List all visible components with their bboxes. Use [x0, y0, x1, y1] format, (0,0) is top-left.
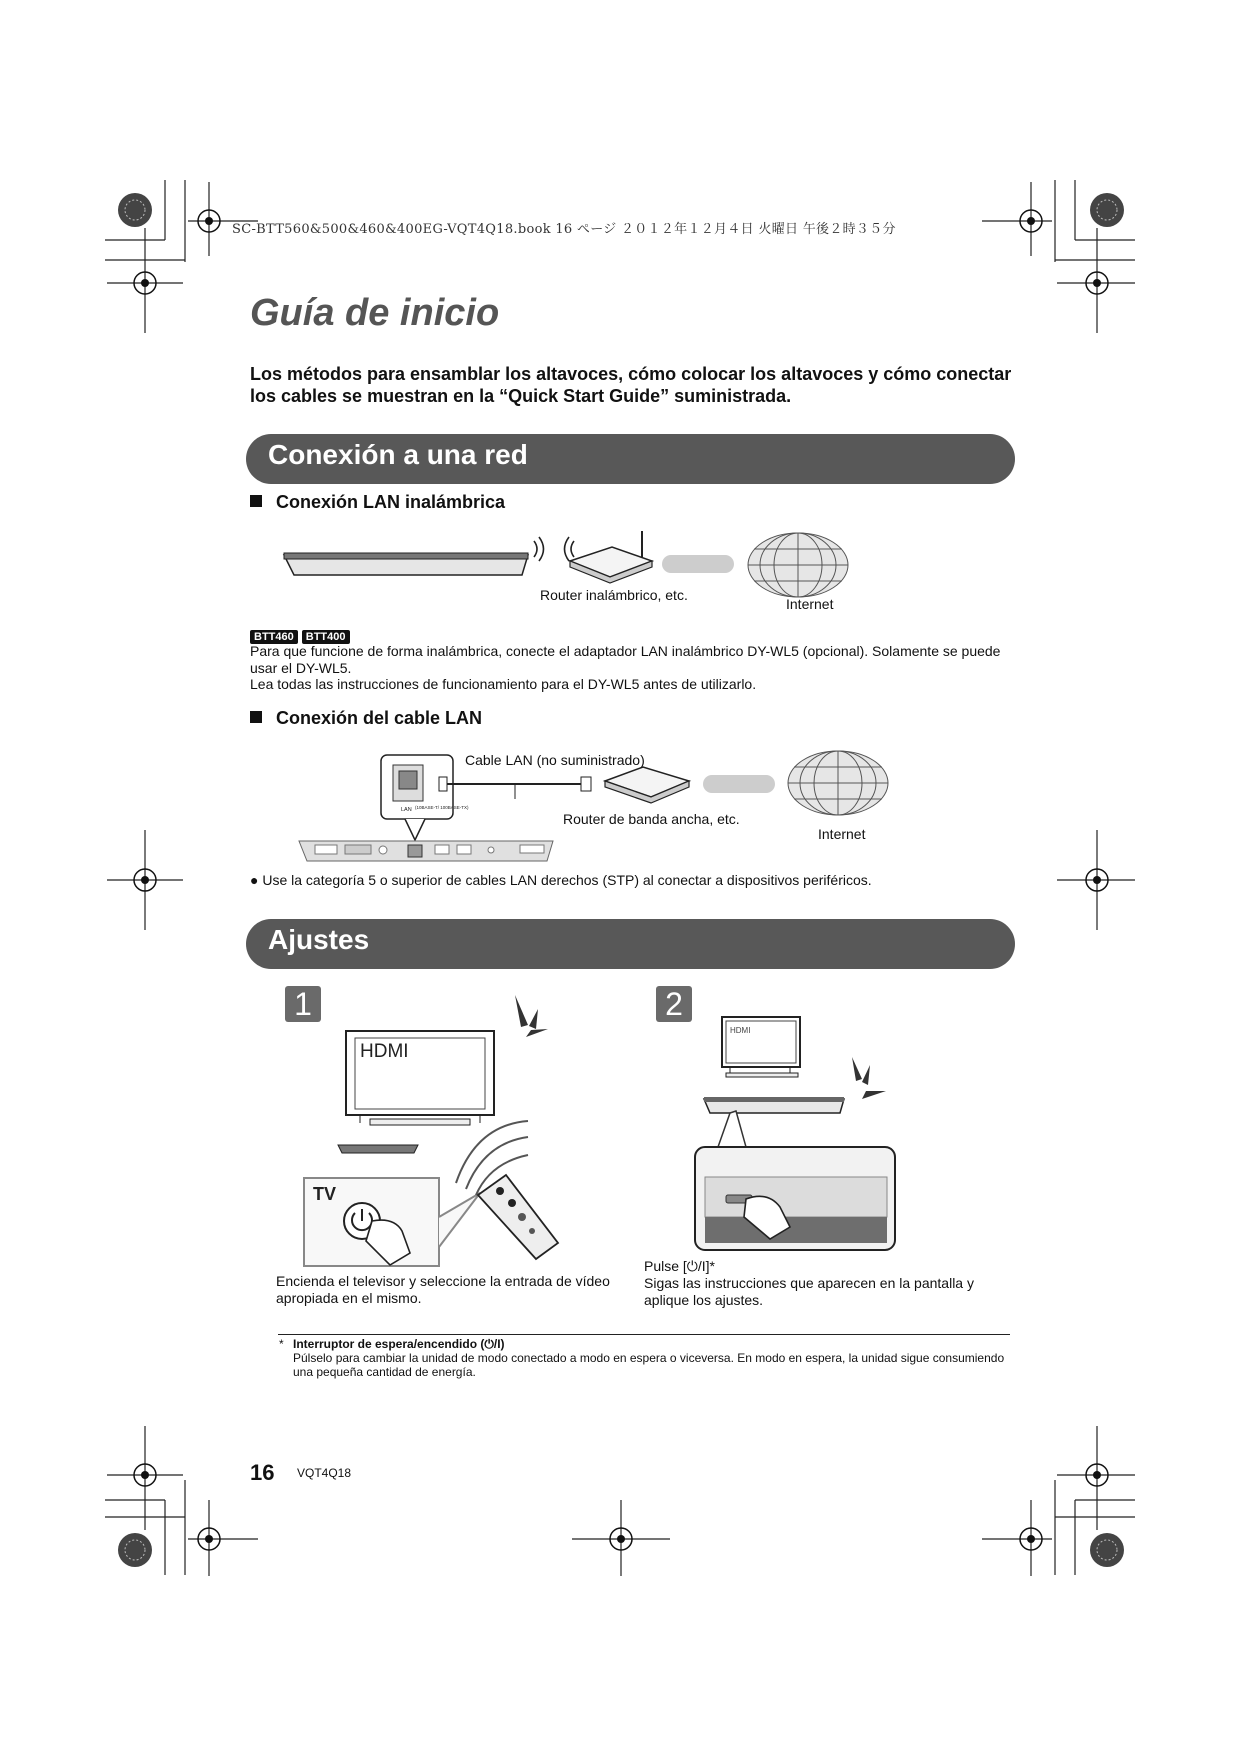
wireless-note-2: Lea todas las instrucciones de funcionamiento para el DY-WL5 antes de utilizarlo. [250, 676, 757, 692]
model-badge: BTT400 [302, 630, 350, 644]
tv-screen-label-small: HDMI [730, 1026, 751, 1035]
wireless-note-1: Para que funcione de forma inalámbrica, conecte el adaptador LAN inalámbrico DY-WL5 (opcional). Solamente se puede usar el DY-WL5. [250, 643, 1001, 676]
model-code: VQT4Q18 [297, 1466, 352, 1480]
step-1-illustration [300, 995, 580, 1270]
square-bullet-icon [250, 495, 262, 507]
router-wireless-caption: Router inalámbrico, etc. [540, 587, 688, 603]
player-rear-panel-illustration [299, 841, 553, 861]
footnote-body: Púlselo para cambiar la unidad de modo conectado a modo en espera o viceversa. En modo en espera, la unidad sigue consumiendo una pequeña cantidad de energía. [293, 1351, 1005, 1379]
step-2-text-1: Pulse [⏻/I]* [644, 1258, 715, 1274]
connection-pill [703, 775, 775, 793]
lan-cable-bullet [250, 872, 872, 888]
subheading-wireless-text: Conexión LAN inalámbrica [276, 492, 506, 512]
page-title: Guía de inicio [250, 292, 500, 334]
section-bar-settings [246, 919, 1015, 969]
internet-globe-icon [788, 751, 888, 815]
lan-port-text: LAN [401, 807, 412, 813]
bullet-dot-icon: ● [250, 872, 259, 888]
tv-screen-label: HDMI [360, 1041, 409, 1062]
lan-port-spec: (10BASE-T/ 100BASE-TX) [415, 805, 469, 810]
internet-cable-caption: Internet [818, 826, 866, 842]
footnote-title: Interruptor de espera/encendido (⏻/I) [293, 1337, 505, 1351]
lan-cable-bullet-text: Use la categoría 5 o superior de cables LAN derechos (STP) al conectar a dispositivos periféricos. [262, 872, 872, 888]
section-title-network: Conexión a una red [268, 439, 528, 470]
intro-text: Los métodos para ensamblar los altavoces, cómo colocar los altavoces y cómo conectar los cables se muestran en la “Quick Start Guide” suministrada. [250, 364, 1012, 406]
cable-caption: Cable LAN (no suministrado) [465, 752, 645, 768]
model-badge: BTT460 [250, 630, 298, 644]
router-cable-caption: Router de banda ancha, etc. [563, 811, 740, 827]
step-2-number: 2 [656, 986, 692, 1022]
signal-burst-icon-2 [852, 1057, 886, 1099]
square-bullet-icon [250, 711, 262, 723]
footnote-rule [278, 1334, 1010, 1335]
section-bar-network [246, 434, 1015, 484]
tv-callout-label: TV [313, 1184, 337, 1204]
remote-control-illustration [478, 1175, 558, 1259]
subheading-cable-text: Conexión del cable LAN [276, 708, 483, 728]
connection-pill [662, 555, 734, 573]
section-title-settings: Ajustes [268, 924, 370, 955]
step-1-text: Encienda el televisor y seleccione la entrada de vídeo apropiada en el mismo. [276, 1273, 610, 1306]
subheading-cable [250, 708, 482, 729]
step-2-text-2: Sigas las instrucciones que aparecen en la pantalla y aplique los ajustes. [644, 1275, 974, 1308]
internet-wireless-caption: Internet [786, 596, 834, 612]
wireless-router-illustration [570, 531, 652, 583]
page-number: 16 [250, 1460, 275, 1485]
signal-burst-icon [515, 995, 548, 1037]
step-2-illustration [690, 1015, 930, 1255]
cable-plug-icon [581, 777, 591, 791]
player-device-illustration [284, 553, 528, 575]
lan-port-icon [399, 771, 417, 789]
internet-globe-icon [748, 533, 848, 597]
step-1-number: 1 [285, 986, 321, 1022]
print-header: SC-BTT560&500&460&400EG-VQT4Q18.book 16 ページ ２０１２年１２月４日 火曜日 午後２時３５分 [232, 222, 896, 237]
footnote-star: * [279, 1337, 284, 1351]
subheading-wireless [250, 492, 505, 513]
broadband-router-illustration [605, 767, 689, 803]
wifi-signal-icon [534, 537, 574, 561]
